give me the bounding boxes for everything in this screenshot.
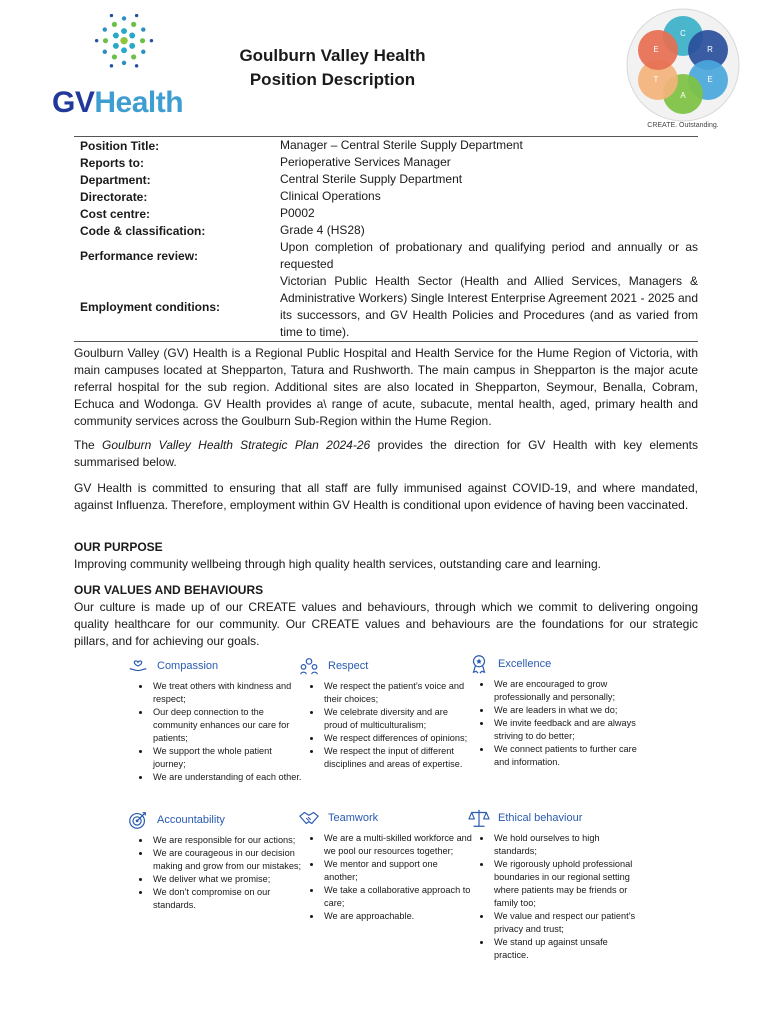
row-employment-conditions xyxy=(74,273,698,341)
value-title-ethical-behaviour: Ethical behaviour xyxy=(498,811,583,824)
list-item: • We deliver what we promise; xyxy=(151,873,302,886)
list-item: • Our deep connection to the community enhances our care for patients; xyxy=(151,706,302,745)
value-title-excellence: Excellence xyxy=(498,657,552,670)
list-item: • We are a multi-skilled workforce and we pool our resources together; xyxy=(322,832,473,858)
create-values-wheel xyxy=(624,6,742,124)
list-item: • We value and respect our patient’s privacy and trust; xyxy=(492,910,643,936)
list-item: • We take a collaborative approach to care; xyxy=(322,884,473,910)
teamwork-list xyxy=(298,832,473,923)
value-card-accountability xyxy=(127,808,302,912)
strategic-plan-paragraph xyxy=(74,437,698,471)
logo-gv-text: GV xyxy=(52,86,95,119)
value-card-respect xyxy=(298,654,473,771)
purpose-text: Improving community wellbeing through high quality health services, outstanding care and learning. xyxy=(74,557,601,571)
value-card-excellence xyxy=(468,652,643,769)
title-line-1: Goulburn Valley Health xyxy=(239,46,426,65)
list-item: • We don’t compromise on our standards. xyxy=(151,886,302,912)
intro-paragraph: Goulburn Valley (GV) Health is a Regional Public Hospital and Health Service for the Hume Region of Victoria, with main campuses located at Shepparton, Tatura and Rushworth. The main campus in Shepparton is the major acute referral hospital for the sub region. Additional sites are also located in Shepparton, Seymour, Benalla, Cobram, Echuca and Wodonga. GV Health provides a\ range of acute, subacute, mental health, aged, primary health and community services across the Goulburn Sub-Region within the Hume Region. xyxy=(74,346,698,428)
row-classification xyxy=(74,222,698,239)
target-icon xyxy=(127,809,149,831)
value-directorate: Clinical Operations xyxy=(280,189,381,203)
value-title-respect: Respect xyxy=(328,659,369,672)
list-item: • We invite feedback and are always striving to do better; xyxy=(492,717,643,743)
value-position-title: Manager – Central Sterile Supply Department xyxy=(280,138,523,152)
value-header-compassion xyxy=(127,654,302,678)
wheel-letter-e2: E xyxy=(653,45,659,54)
value-header-ethical-behaviour xyxy=(468,806,643,830)
label-position-title: Position Title: xyxy=(80,138,160,153)
list-item: • We stand up against unsafe practice. xyxy=(492,936,643,962)
row-reports-to xyxy=(74,154,698,171)
position-details-table xyxy=(74,136,698,342)
list-item: • We are leaders in what we do; xyxy=(492,704,643,717)
value-title-compassion: Compassion xyxy=(157,659,219,672)
list-item: • We are encouraged to grow professionally and personally; xyxy=(492,678,643,704)
list-item: • We hold ourselves to high standards; xyxy=(492,832,643,858)
value-card-teamwork xyxy=(298,806,473,923)
covid-paragraph: GV Health is committed to ensuring that all staff are fully immunised against COVID-19, and where mandated, against Influenza. Therefore, employment within GV Health is conditional upon evidence of having been vaccinated. xyxy=(74,481,698,512)
accountability-list xyxy=(127,834,302,912)
wheel-letter-t: T xyxy=(653,75,659,84)
row-position-title xyxy=(74,137,698,154)
list-item: • We are responsible for our actions; xyxy=(151,834,302,847)
value-title-teamwork: Teamwork xyxy=(328,811,379,824)
value-header-teamwork xyxy=(298,806,473,830)
respect-list xyxy=(298,680,473,771)
list-item: • We rigorously uphold professional boundaries in our regional setting where patients may be friends or family too; xyxy=(492,858,643,910)
handshake-icon xyxy=(298,807,320,829)
list-item: • We respect the input of different disciplines and areas of expertise. xyxy=(322,745,473,771)
row-cost-centre xyxy=(74,205,698,222)
wheel-letter-r: R xyxy=(707,45,713,54)
people-icon xyxy=(298,655,320,677)
logo-health-text: Health xyxy=(94,86,184,119)
value-performance-review: Upon completion of probationary and qualifying period and annually or as requested xyxy=(280,240,698,271)
list-item: • We respect differences of opinions; xyxy=(322,732,473,745)
ethical-behaviour-list xyxy=(468,832,643,962)
value-card-compassion xyxy=(127,654,302,784)
strategic-post: provides the direction for GV Health with key elements summarised below. xyxy=(74,438,699,469)
list-item: • We are courageous in our decision making and grow from our mistakes; xyxy=(151,847,302,873)
row-performance-review xyxy=(74,239,698,273)
value-cost-centre: P0002 xyxy=(280,206,315,220)
label-classification: Code & classification: xyxy=(80,223,206,238)
list-item: • We are understanding of each other. xyxy=(151,771,302,784)
document-title xyxy=(220,44,445,92)
award-icon xyxy=(468,653,490,675)
list-item: • We are approachable. xyxy=(322,910,473,923)
label-performance-review: Performance review: xyxy=(80,249,199,263)
compassion-list xyxy=(127,680,302,784)
value-header-accountability xyxy=(127,808,302,832)
value-header-excellence xyxy=(468,652,643,676)
label-directorate: Directorate: xyxy=(80,189,148,204)
row-department xyxy=(74,171,698,188)
scales-icon xyxy=(468,807,490,829)
label-department: Department: xyxy=(80,172,151,187)
values-heading: OUR VALUES AND BEHAVIOURS xyxy=(74,583,264,597)
value-department: Central Sterile Supply Department xyxy=(280,172,463,186)
wheel-caption: CREATE. Outstanding. xyxy=(647,122,719,129)
value-reports-to: Perioperative Services Manager xyxy=(280,155,451,169)
gv-health-wordmark xyxy=(52,86,183,120)
gv-health-logo-mark xyxy=(52,14,202,94)
row-directorate xyxy=(74,188,698,205)
list-item: • We celebrate diversity and are proud of multiculturalism; xyxy=(322,706,473,732)
list-item: • We mentor and support one another; xyxy=(322,858,473,884)
heart-hands-icon xyxy=(127,655,149,677)
wheel-letter-c: C xyxy=(680,29,686,38)
value-classification: Grade 4 (HS28) xyxy=(280,223,365,237)
value-card-ethical-behaviour xyxy=(468,806,643,962)
label-reports-to: Reports to: xyxy=(80,155,144,170)
values-intro: Our culture is made up of our CREATE values and behaviours, through which we commit to delivering ongoing quality healthcare for our community. Our CREATE values and behaviours are the foundations for our strategic pillars, and for achieving our goals. xyxy=(74,600,698,648)
wheel-letter-e: E xyxy=(707,75,713,84)
excellence-list xyxy=(468,678,643,769)
list-item: • We support the whole patient journey; xyxy=(151,745,302,771)
title-line-2: Position Description xyxy=(249,70,416,89)
value-header-respect xyxy=(298,654,473,678)
purpose-heading: OUR PURPOSE xyxy=(74,540,163,554)
value-title-accountability: Accountability xyxy=(157,813,225,826)
strategic-pre: The xyxy=(74,438,102,452)
label-cost-centre: Cost centre: xyxy=(80,206,151,221)
list-item: • We treat others with kindness and respect; xyxy=(151,680,302,706)
wheel-letter-a: A xyxy=(680,91,686,100)
strategic-plan-title: Goulburn Valley Health Strategic Plan 2024-26 xyxy=(101,438,371,452)
label-employment-conditions: Employment conditions: xyxy=(80,300,221,314)
list-item: • We connect patients to further care and information. xyxy=(492,743,643,769)
list-item: • We respect the patient’s voice and their choices; xyxy=(322,680,473,706)
value-employment-conditions: Victorian Public Health Sector (Health and Allied Services, Managers & Administrative Workers) Single Interest Enterprise Agreement 2021 - 2025 and its successors, and GV Health Policies and Procedures (and as varied from time to time). xyxy=(280,274,698,339)
